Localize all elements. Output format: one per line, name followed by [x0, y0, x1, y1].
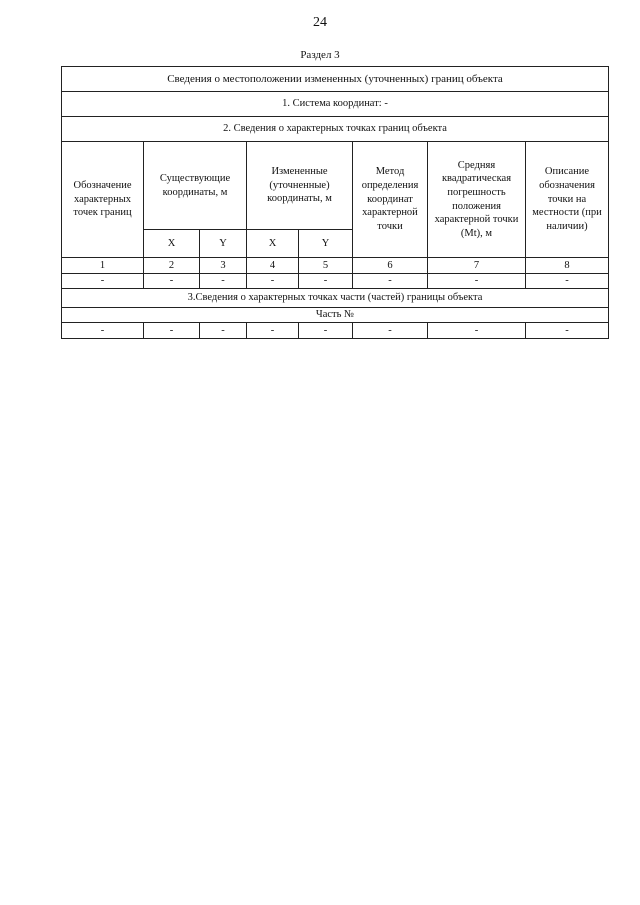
column-number: 3: [200, 258, 247, 274]
part-heading: 3.Сведения о характерных точках части (частей) границы объекта: [62, 289, 609, 308]
header-description: Описание обозначения точки на местности (при наличии): [526, 142, 609, 258]
table-row: [62, 323, 609, 339]
column-numbers-row: [62, 258, 609, 274]
header-existing-y: Y: [200, 230, 247, 258]
table-cell: -: [299, 274, 353, 289]
table-cell: -: [526, 323, 609, 339]
header-changed-x: X: [247, 230, 299, 258]
header-error: Средняя квадратическая погрешность положения характерной точки (Mt), м: [428, 142, 526, 258]
table-cell: -: [526, 274, 609, 289]
header-existing-x: X: [144, 230, 200, 258]
part-label: Часть №: [62, 308, 609, 323]
table-cell: -: [62, 323, 144, 339]
table-cell: -: [62, 274, 144, 289]
table-cell: -: [247, 274, 299, 289]
coord-system-row: 1. Система координат: -: [62, 92, 609, 117]
column-number: 5: [299, 258, 353, 274]
table-cell: -: [428, 323, 526, 339]
column-number: 4: [247, 258, 299, 274]
page-number: 24: [313, 15, 327, 30]
table-cell: -: [144, 274, 200, 289]
boundary-table: [61, 66, 609, 339]
table-cell: -: [144, 323, 200, 339]
column-number: 7: [428, 258, 526, 274]
header-changed-coords: Измененные (уточненные) координаты, м: [247, 142, 353, 230]
table-cell: -: [353, 323, 428, 339]
points-heading: 2. Сведения о характерных точках границ объекта: [62, 117, 609, 142]
table-cell: -: [299, 323, 353, 339]
table-title: Сведения о местоположении измененных (уточненных) границ объекта: [62, 67, 609, 92]
header-changed-y: Y: [299, 230, 353, 258]
section-label: Раздел 3: [300, 49, 340, 61]
column-number: 8: [526, 258, 609, 274]
table-row: [62, 274, 609, 289]
header-existing-coords: Существующие координаты, м: [144, 142, 247, 230]
column-number: 2: [144, 258, 200, 274]
table-cell: -: [200, 274, 247, 289]
column-number: 6: [353, 258, 428, 274]
column-number: 1: [62, 258, 144, 274]
table-cell: -: [428, 274, 526, 289]
table-cell: -: [200, 323, 247, 339]
header-designation: Обозначение характерных точек границ: [62, 142, 144, 258]
header-method: Метод определения координат характерной точки: [353, 142, 428, 258]
table-cell: -: [353, 274, 428, 289]
table-cell: -: [247, 323, 299, 339]
